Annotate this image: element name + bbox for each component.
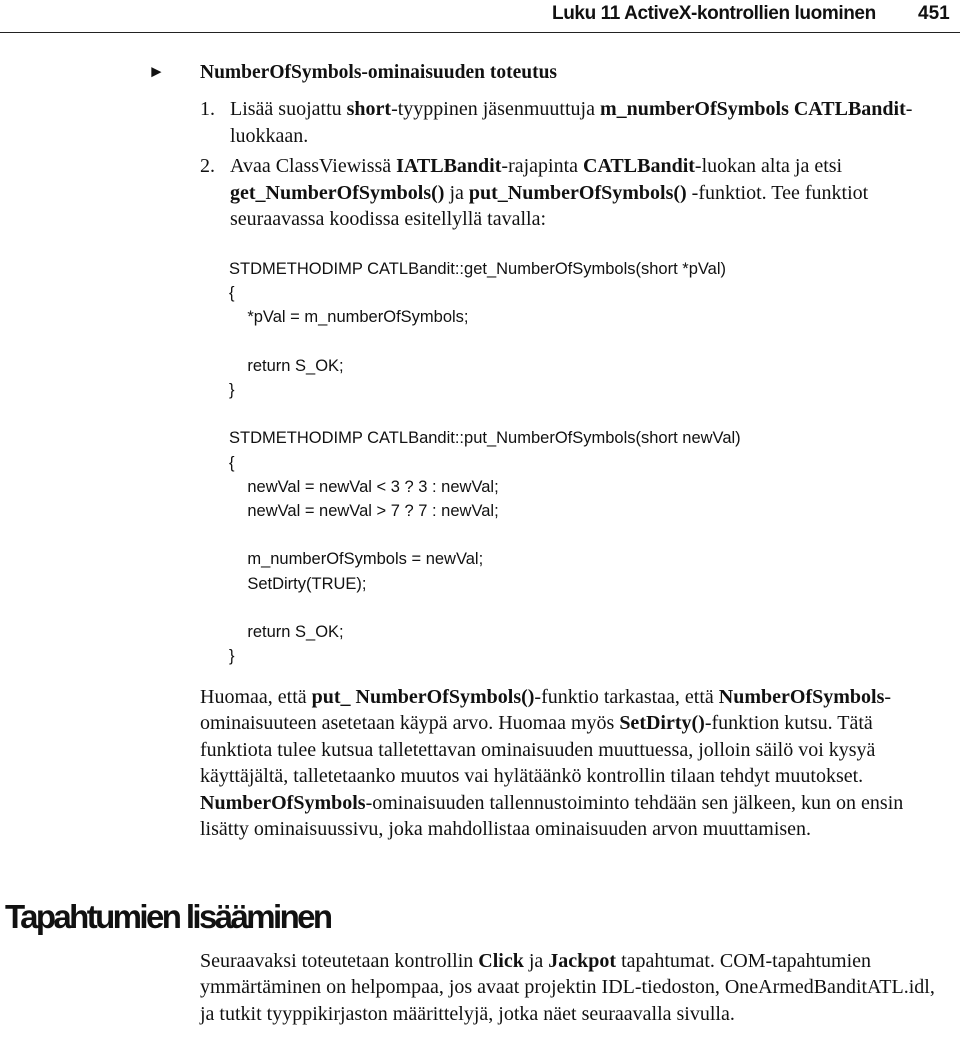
step-text: Avaa ClassViewissä IATLBandit-rajapinta CATLBandit-luokan alta ja etsi get_NumberOfSymbols() ja put_NumberOfSymbols() -funktiot. Tee funktiot seuraavassa koodissa esitellyllä tavalla: (230, 155, 869, 230)
step-2 (200, 153, 940, 233)
step-number: 2. (200, 155, 215, 177)
section-heading: Tapahtumien lisääminen (5, 898, 331, 935)
chapter-title: Luku 11 ActiveX-kontrollien luominen (552, 3, 876, 24)
step-number: 1. (200, 98, 215, 120)
step-text: Lisää suojattu short-tyyppinen jäsenmuuttuja m_numberOfSymbols CATLBandit-luokkaan. (230, 98, 913, 147)
procedure-steps (200, 96, 940, 237)
code-listing: STDMETHODIMP CATLBandit::get_NumberOfSymbols(short *pVal) { *pVal = m_numberOfSymbols; return S_OK; } STDMETHODIMP CATLBandit::put_NumberOfSymbols(short newVal) { newVal = newVal < 3 ? 3 : newVal; newVal = newVal > 7 ? 7 : newVal; m_numberOfSymbols = newVal; SetDirty(TRUE); return S_OK; } (229, 260, 741, 666)
step-1 (200, 96, 940, 149)
page-number: 451 (918, 3, 950, 24)
procedure-heading (148, 62, 558, 84)
body-paragraph: Seuraavaksi toteutetaan kontrollin Click ja Jackpot tapahtumat. COM-tapahtumien ymmärtäminen on helpompaa, jos avaat projektin IDL-tiedoston, OneArmedBanditATL.idl, ja tutkit tyyppikirjaston määrittelyjä, jotka näet seuraavalla sivulla. (200, 950, 935, 1025)
page-header (0, 0, 960, 33)
triangle-bullet-icon: ► (148, 62, 165, 81)
body-paragraph: Huomaa, että put_ NumberOfSymbols()-funktio tarkastaa, että NumberOfSymbols-ominaisuuteen asetetaan käypä arvo. Huomaa myös SetDirty()-funktion kutsu. Tätä funktiota tulee kutsua talletettavan ominaisuuden muuttuessa, jolloin säilö voi kysyä käyttäjältä, talletetaanko muutos vai hylätäänkö kontrollin tilaan tehdyt muutokset. NumberOfSymbols-ominaisuuden tallennustoiminto tehdään sen jälkeen, kun on ensin lisätty ominaisuussivu, joka mahdollistaa ominaisuuden arvon muuttamisen. (200, 686, 904, 841)
procedure-title: NumberOfSymbols-ominaisuuden toteutus (200, 62, 558, 83)
